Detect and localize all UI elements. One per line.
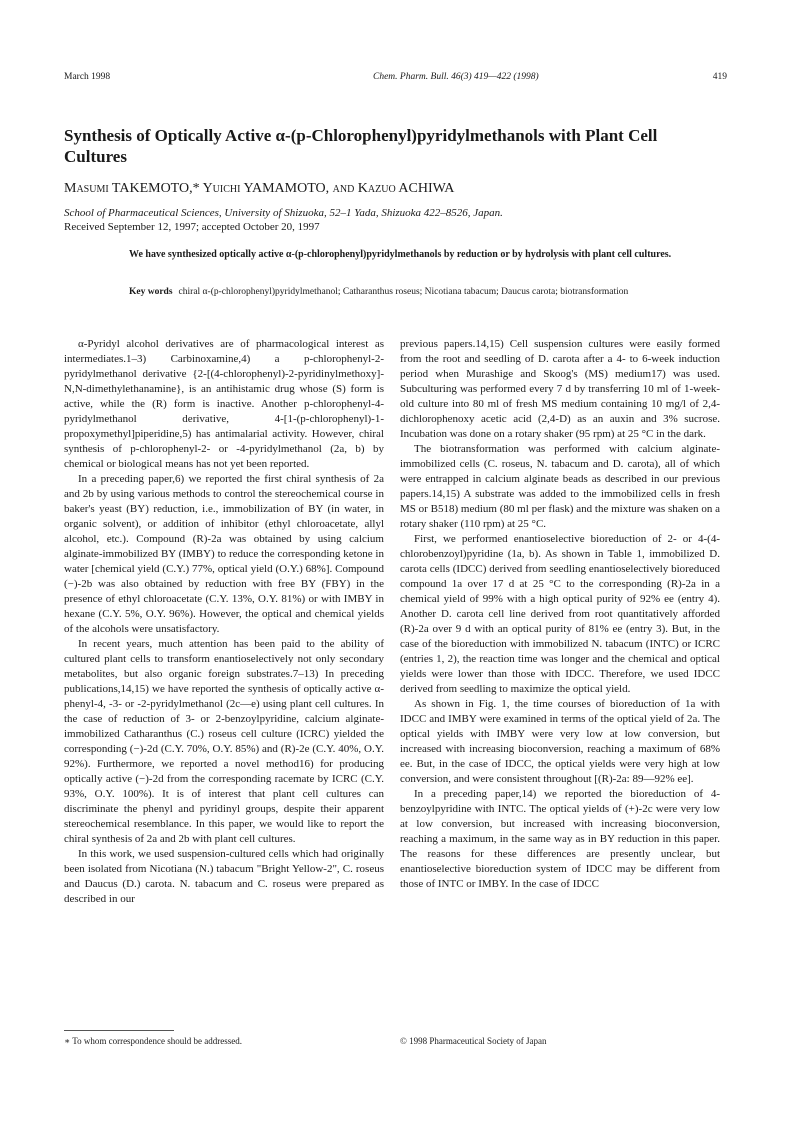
affiliation: School of Pharmaceutical Sciences, University of Shizuoka, 52–1 Yada, Shizuoka 422–8526, Japan. [64,207,503,219]
running-header-date: March 1998 [64,72,111,82]
correspondence-footnote: ∗ To whom correspondence should be addressed. [64,1036,243,1046]
abstract: We have synthesized optically active α-(p-chlorophenyl)pyridylmethanols by reduction or by hydrolysis with plant cell cultures. [129,249,672,260]
paragraph: First, we performed enantioselective bioreduction of 2- or 4-(4-chlorobenzoyl)pyridine (1a, b). As shown in Table 1, immobilized D. carota cells (IDCC) derived from seedling enantioselectively bioreduced compound 1a over 17 d at 25 °C to the corresponding (R)-2a in a chemical yield of 99% with a high optical purity of 92% ee (entry 4). Another D. carota cell line derived from root quantitatively afforded (R)-2a over 9 d with an optical purity of 81% ee (entry 3). But, in the case of the bioreduction with immobilized N. tabacum (INTC) or ICRC (entries 1, 2), the reaction time was longer and the chemical and optical yields were lower than those with IDCC. Therefore, we used IDCC derived from seedling to maximize the optical yield. [400,533,720,695]
paragraph: In recent years, much attention has been paid to the ability of cultured plant cells to transform enantioselectively not only secondary metabolites, but also organic foreign substrates.7–13) In preceding publications,14,15) we have reported the synthesis of optically active α-phenyl-4, -3- or -2-pyridylmethanol (2c—e) using plant cell cultures. In the case of reduction of 3- or 2-benzoylpyridine, calcium alginate-immobilized Catharanthus (C.) roseus cell culture (ICRC) yielded the corresponding (−)-2d (C.Y. 70%, O.Y. 85%) and (R)-2e (C.Y. 40%, O.Y. 92%). Furthermore, we reported a novel method16) for producing optically active (−)-2d from the corresponding racemate by ICRC (C.Y. 93%, O.Y. 100%). It is of interest that plant cell cultures can discriminate the phenyl and pyridinyl groups, despite their apparent stereochemical resemblance. In this paper, we would like to report the chiral synthesis of 2a and 2b with plant cell cultures. [64,638,384,845]
keywords-label: Key words [129,287,173,297]
paragraph: In a preceding paper,14) we reported the bioreduction of 4-benzoylpyridine with INTC. The optical yields of (+)-2c were very low at low conversion, but increased with increasing bioconversion, reaching a maximum, in the same way as in BY reduction in this paper. The reasons for these differences are presently unclear, but enantioselective bioreduction system of IDCC may be different from those of INTC or IMBY. In the case of IDCC [400,788,720,890]
author-list: Masumi TAKEMOTO,* Yuichi YAMAMOTO, and Kazuo ACHIWA [64,181,455,196]
paragraph: The biotransformation was performed with calcium alginate-immobilized cells (C. roseus, N. tabacum and D. carota), all of which were entrapped in calcium alginate beads as described in our previous papers.14,15) A substrate was added to the immobilized cells in fresh MS or B518) medium (80 ml per flask) and the mixture was shaken on a rotary shaker (110 rpm) at 25 °C. [400,443,720,530]
paragraph: α-Pyridyl alcohol derivatives are of pharmacological interest as intermediates.1–3) Carbinoxamine,4) a p-chlorophenyl-2-pyridylmethanol derivative {2-[(4-chlorophenyl)-2-pyridinylmethoxy]-N,N-dimethylethanamine}, is an antihistamic drug whose (S) form is active, while the (R) form is inactive. Another p-chlorophenyl-4-pyridylmethanol derivative, 4-[1-(p-chlorophenyl)-1-propoxymethyl]piperidine,5) has antimalarial activity. However, chiral synthesis of p-chlorophenyl-2- or -4-pyridylmethanol (2a, b) by chemical or biological means has not yet been reported. [64,338,384,470]
copyright-notice: © 1998 Pharmaceutical Society of Japan [400,1036,547,1046]
keywords [107,286,692,299]
body-column-right [400,337,720,892]
running-header-journal: Chem. Pharm. Bull. 46(3) 419—422 (1998) [373,72,539,82]
paragraph-continued: previous papers.14,15) Cell suspension cultures were easily formed from the root and seedling of D. carota after a 4- to 6-week induction period when Murashige and Skoog's (MS) medium17) was used. Subculturing was performed every 7 d by transferring 10 ml of 1-week-old culture into 80 ml of fresh MS medium containing 10 mg/l of 2,4-dichlorophenoxy acetic acid (2,4-D) as an auxin and 3% sucrose. Incubation was done on a rotary shaker (95 rpm) at 25 °C in the dark. [400,338,720,440]
paragraph: In this work, we used suspension-cultured cells which had originally been isolated from Nicotiana (N.) tabacum "Bright Yellow-2", C. roseus and Daucus (D.) carota. N. tabacum and C. roseus were prepared as described in our [64,848,384,905]
body-column-left [64,337,384,907]
footnote-rule [64,1030,174,1031]
keywords-text: chiral α-(p-chlorophenyl)pyridylmethanol; Catharanthus roseus; Nicotiana tabacum; Daucus carota; biotransformation [178,287,629,297]
paragraph: As shown in Fig. 1, the time courses of bioreduction of 1a with IDCC and IMBY were examined in terms of the optical yield of 2a. The optical yields with IMBY were very low at low conversion, but increased with increasing bioconversion, reaching a maximum of 68% ee. But, in the case of IDCC, the optical yields were very high at low conversion, and were consistent throughout [(R)-2a: 89—92% ee]. [400,698,720,785]
page-number: 419 [712,72,727,82]
article-title: Synthesis of Optically Active α-(p-Chlorophenyl)pyridylmethanols with Plant Cell Cultures [64,126,658,166]
paragraph: In a preceding paper,6) we reported the first chiral synthesis of 2a and 2b by using various methods to control the stereochemical course in baker's yeast (BY) reduction, i.e., immobilization of BY (in water, in organic solvent), or addition of inhibitor (ethyl chloroacetate, allyl alcohol, etc.). Compound (R)-2a was obtained by using calcium alginate-immobilized BY (IMBY) to reduce the corresponding ketone in water [chemical yield (C.Y.) 77%, optical yield (O.Y.) 68%]. Compound (−)-2b was also obtained by reduction with free BY (FBY) in the presence of ethyl chloroacetate (C.Y. 13%, O.Y. 81%) or with IMBY in hexane (C.Y. 5%, O.Y. 96%). However, the optical and chemical yields of the alcohols were unsatisfactory. [64,473,384,635]
received-dates: Received September 12, 1997; accepted October 20, 1997 [64,221,320,233]
